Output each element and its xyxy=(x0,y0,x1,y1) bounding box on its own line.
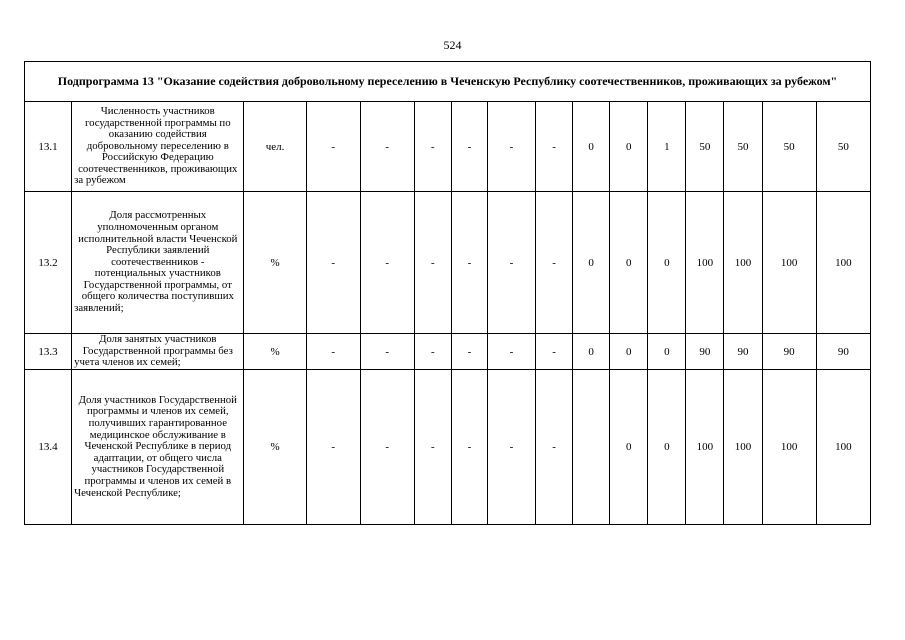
value-cell: - xyxy=(536,334,573,370)
value-cell: 0 xyxy=(573,102,610,192)
value-cell: 50 xyxy=(762,102,816,192)
value-cell: 100 xyxy=(762,192,816,334)
indicator-description: Численность участников государственной программы по оказанию содействия добровольному переселению в Российскую Федерацию соотечественников, проживающих за рубежом xyxy=(72,102,244,192)
value-cell: - xyxy=(306,334,360,370)
indicator-description: Доля рассмотренных уполномоченным органом исполнительной власти Чеченской Республики заявлений соотечественников - потенциальных участников Государственной программы, от общего количества поступивших заявлений; xyxy=(72,192,244,334)
table-row xyxy=(25,102,871,192)
value-cell: 0 xyxy=(648,334,686,370)
value-cell: - xyxy=(414,192,451,334)
value-cell: 100 xyxy=(816,192,870,334)
value-cell: - xyxy=(360,370,414,525)
value-cell: 0 xyxy=(573,192,610,334)
unit-cell: % xyxy=(244,334,306,370)
value-cell: 100 xyxy=(686,192,724,334)
value-cell: - xyxy=(306,192,360,334)
value-cell: - xyxy=(414,102,451,192)
value-cell: - xyxy=(487,334,535,370)
value-cell: 100 xyxy=(724,370,762,525)
unit-cell: % xyxy=(244,370,306,525)
value-cell: 0 xyxy=(648,370,686,525)
row-code: 13.4 xyxy=(25,370,72,525)
value-cell: - xyxy=(451,192,487,334)
row-code: 13.3 xyxy=(25,334,72,370)
value-cell: 90 xyxy=(724,334,762,370)
value-cell: 100 xyxy=(816,370,870,525)
value-cell: 100 xyxy=(762,370,816,525)
indicator-description: Доля занятых участников Государственной программы без учета членов их семей; xyxy=(72,334,244,370)
value-cell: - xyxy=(306,370,360,525)
table-row xyxy=(25,334,871,370)
subprogram-header-row xyxy=(25,62,871,102)
value-cell: 100 xyxy=(724,192,762,334)
page-number: 524 xyxy=(443,38,462,52)
value-cell: - xyxy=(451,334,487,370)
value-cell: 50 xyxy=(724,102,762,192)
table-row xyxy=(25,370,871,525)
value-cell: - xyxy=(306,102,360,192)
unit-cell: чел. xyxy=(244,102,306,192)
value-cell: - xyxy=(487,102,535,192)
value-cell: 50 xyxy=(686,102,724,192)
value-cell: - xyxy=(536,102,573,192)
subprogram-title: Подпрограмма 13 "Оказание содействия добровольному переселению в Чеченскую Республику соотечественников, проживающих за рубежом" xyxy=(25,62,871,102)
value-cell: 0 xyxy=(610,370,648,525)
table-row xyxy=(25,192,871,334)
value-cell: 0 xyxy=(573,334,610,370)
value-cell: 100 xyxy=(686,370,724,525)
row-code: 13.2 xyxy=(25,192,72,334)
value-cell: - xyxy=(360,192,414,334)
value-cell: 1 xyxy=(648,102,686,192)
value-cell: 0 xyxy=(610,334,648,370)
value-cell: 90 xyxy=(816,334,870,370)
value-cell: 0 xyxy=(610,102,648,192)
value-cell: 0 xyxy=(648,192,686,334)
indicators-table xyxy=(24,61,871,525)
row-code: 13.1 xyxy=(25,102,72,192)
value-cell: 0 xyxy=(610,192,648,334)
indicator-description: Доля участников Государственной программы и членов их семей, получивших гарантированное медицинское обслуживание в Чеченской Республике в период адаптации, от общего числа участников Государственной программы и членов их семей в Чеченской Республике; xyxy=(72,370,244,525)
value-cell: - xyxy=(414,334,451,370)
value-cell: - xyxy=(451,370,487,525)
value-cell xyxy=(573,370,610,525)
value-cell: - xyxy=(360,334,414,370)
unit-cell: % xyxy=(244,192,306,334)
value-cell: 90 xyxy=(762,334,816,370)
value-cell: - xyxy=(487,370,535,525)
value-cell: - xyxy=(536,192,573,334)
value-cell: - xyxy=(487,192,535,334)
value-cell: - xyxy=(451,102,487,192)
value-cell: 90 xyxy=(686,334,724,370)
value-cell: - xyxy=(360,102,414,192)
value-cell: 50 xyxy=(816,102,870,192)
value-cell: - xyxy=(414,370,451,525)
value-cell: - xyxy=(536,370,573,525)
